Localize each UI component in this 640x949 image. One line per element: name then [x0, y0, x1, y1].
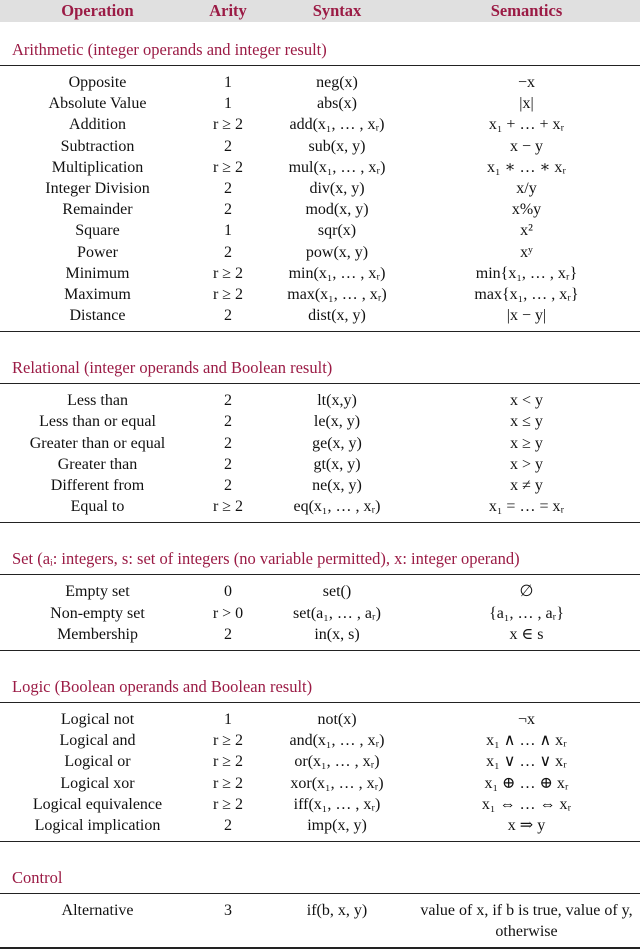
table-row — [0, 284, 640, 305]
table-header — [0, 0, 640, 22]
cell-arity: 2 — [224, 413, 232, 431]
section-rows — [0, 575, 640, 651]
cell-syntax: in(x, s) — [314, 625, 360, 643]
cell-arity: r ≥ 2 — [212, 285, 244, 303]
cell-operation: Subtraction — [60, 137, 135, 155]
cell-syntax: or(x₁, … , xᵣ) — [294, 753, 380, 771]
cell-syntax: dist(x, y) — [308, 307, 366, 325]
cell-arity: 2 — [224, 179, 232, 197]
cell-semantics: ¬x — [517, 710, 536, 728]
cell-arity: 2 — [224, 137, 232, 155]
cell-syntax: and(x₁, … , xᵣ) — [289, 732, 385, 750]
table-row — [0, 751, 640, 772]
header-syntax: Syntax — [312, 1, 362, 20]
cell-semantics: value of x, if b is true, value of y, otherwise — [420, 902, 633, 941]
header-operation: Operation — [61, 1, 134, 20]
table-row — [0, 411, 640, 432]
cell-semantics: max{x₁, … , xᵣ} — [474, 285, 579, 303]
section-title: Relational (integer operands and Boolean result) — [0, 332, 640, 384]
cell-semantics: x₁ = … = xᵣ — [488, 498, 565, 516]
cell-syntax: mod(x, y) — [305, 201, 369, 219]
table-row — [0, 93, 640, 114]
section-rows — [0, 384, 640, 523]
cell-semantics: x%y — [511, 201, 542, 219]
table-row — [0, 178, 640, 199]
cell-syntax: lt(x,y) — [317, 392, 357, 410]
cell-operation: Power — [77, 243, 118, 261]
cell-operation: Absolute Value — [48, 95, 147, 113]
section-rows — [0, 894, 640, 949]
cell-arity: 2 — [224, 307, 232, 325]
cell-arity: 2 — [224, 816, 232, 834]
header-arity: Arity — [209, 1, 247, 20]
table-row — [0, 773, 640, 794]
cell-arity: r ≥ 2 — [212, 753, 244, 771]
cell-syntax: xor(x₁, … , xᵣ) — [290, 774, 384, 792]
cell-syntax: eq(x₁, … , xᵣ) — [293, 498, 381, 516]
cell-arity: r ≥ 2 — [212, 158, 244, 176]
section-title: Set (aᵢ: integers, s: set of integers (no variable permitted), x: integer operand) — [0, 523, 640, 575]
cell-syntax: mul(x₁, … , xᵣ) — [288, 158, 386, 176]
table-row — [0, 72, 640, 93]
cell-syntax: abs(x) — [317, 95, 357, 113]
cell-syntax: pow(x, y) — [305, 243, 369, 261]
cell-arity: 1 — [224, 222, 232, 240]
cell-semantics: x₁ ∗ … ∗ xᵣ — [487, 158, 566, 176]
cell-semantics: x ≠ y — [510, 477, 543, 494]
table-row — [0, 390, 640, 411]
header-semantics: Semantics — [490, 1, 563, 20]
cell-syntax: ne(x, y) — [312, 477, 362, 494]
cell-syntax: div(x, y) — [309, 179, 365, 197]
table-row — [0, 157, 640, 178]
cell-operation: Logical not — [60, 710, 135, 728]
table-row — [0, 624, 640, 645]
cell-operation: Multiplication — [51, 158, 144, 176]
cell-syntax: gt(x, y) — [313, 455, 361, 473]
cell-semantics: x₁ ⇔ … ⇔ xᵣ — [481, 795, 572, 813]
cell-operation: Different from — [50, 477, 145, 494]
table-row — [0, 815, 640, 836]
cell-operation: Non-empty set — [50, 604, 145, 622]
cell-semantics: ∅ — [519, 583, 534, 601]
cell-semantics: x₁ ∨ … ∨ xᵣ — [486, 753, 567, 771]
table-row — [0, 709, 640, 730]
table-row — [0, 199, 640, 220]
table-row — [0, 603, 640, 624]
cell-semantics: x ∈ s — [509, 625, 544, 643]
cell-semantics: −x — [517, 74, 536, 91]
cell-syntax: sqr(x) — [317, 222, 357, 240]
cell-operation: Logical equivalence — [32, 795, 163, 813]
cell-operation: Less than — [67, 392, 128, 410]
cell-operation: Empty set — [65, 583, 130, 601]
cell-semantics: x₁ ⊕ … ⊕ xᵣ — [484, 774, 569, 792]
cell-operation: Less than or equal — [39, 413, 156, 431]
table-row — [0, 305, 640, 326]
cell-syntax: neg(x) — [316, 74, 358, 91]
table-row — [0, 475, 640, 496]
cell-operation: Logical xor — [60, 774, 135, 792]
table-row — [0, 136, 640, 157]
cell-operation: Greater than — [57, 455, 138, 473]
section-rows — [0, 703, 640, 842]
cell-semantics: x₁ + … + xᵣ — [488, 116, 565, 134]
cell-arity: r ≥ 2 — [212, 774, 244, 792]
cell-semantics: x < y — [509, 392, 544, 410]
table-row — [0, 220, 640, 241]
cell-arity: r > 0 — [212, 604, 244, 622]
section-title: Control — [0, 842, 640, 894]
table-row — [0, 454, 640, 475]
cell-semantics: x ≤ y — [510, 413, 543, 431]
cell-operation: Logical implication — [34, 816, 161, 834]
cell-syntax: add(x₁, … , xᵣ) — [289, 116, 385, 134]
cell-syntax: sub(x, y) — [308, 137, 366, 155]
cell-operation: Minimum — [65, 264, 130, 282]
cell-operation: Maximum — [64, 285, 131, 303]
cell-operation: Square — [75, 222, 120, 240]
cell-operation: Membership — [57, 625, 138, 643]
cell-arity: 2 — [224, 455, 232, 473]
cell-arity: r ≥ 2 — [212, 795, 244, 813]
cell-arity: r ≥ 2 — [212, 264, 244, 282]
cell-semantics: {a₁, … , aᵣ} — [489, 604, 564, 622]
section-title: Arithmetic (integer operands and integer result) — [0, 22, 640, 66]
cell-arity: 2 — [224, 392, 232, 410]
table-row — [0, 114, 640, 135]
cell-semantics: x² — [520, 222, 533, 240]
cell-syntax: set() — [322, 583, 352, 601]
cell-syntax: iff(x₁, … , xᵣ) — [293, 795, 381, 813]
cell-arity: r ≥ 2 — [212, 116, 244, 134]
cell-semantics: x ≥ y — [510, 434, 543, 452]
cell-semantics: min{x₁, … , xᵣ} — [475, 264, 578, 282]
cell-syntax: imp(x, y) — [307, 816, 367, 834]
section-title: Logic (Boolean operands and Boolean result) — [0, 651, 640, 703]
table-row — [0, 263, 640, 284]
cell-operation: Integer Division — [45, 179, 150, 197]
sections — [0, 22, 640, 949]
section-rows — [0, 66, 640, 332]
cell-arity: 1 — [224, 95, 232, 113]
cell-syntax: set(a₁, … , aᵣ) — [293, 604, 381, 622]
cell-arity: 2 — [224, 477, 232, 494]
cell-arity: r ≥ 2 — [212, 732, 244, 750]
cell-arity: 2 — [224, 625, 232, 643]
cell-semantics: x − y — [509, 137, 544, 155]
cell-semantics: x ⇒ y — [507, 816, 546, 834]
cell-arity: 1 — [224, 710, 232, 728]
cell-syntax: not(x) — [317, 710, 357, 728]
cell-arity: 1 — [224, 74, 232, 91]
table-row — [0, 581, 640, 602]
cell-operation: Opposite — [68, 74, 127, 91]
table-row — [0, 900, 640, 942]
cell-syntax: max(x₁, … , xᵣ) — [287, 285, 387, 303]
cell-semantics: |x − y| — [506, 307, 547, 325]
cell-operation: Greater than or equal — [29, 434, 166, 452]
cell-semantics: x/y — [516, 179, 537, 197]
cell-arity: 2 — [224, 243, 232, 261]
cell-semantics: xʸ — [520, 243, 533, 261]
cell-operation: Logical or — [64, 753, 131, 771]
cell-operation: Remainder — [62, 201, 133, 219]
table-row — [0, 496, 640, 517]
table-row — [0, 794, 640, 815]
cell-syntax: ge(x, y) — [312, 434, 362, 452]
cell-syntax: le(x, y) — [313, 413, 361, 431]
cell-operation: Distance — [69, 307, 126, 325]
cell-arity: 0 — [224, 583, 232, 601]
cell-operation: Alternative — [61, 902, 134, 920]
cell-syntax: min(x₁, … , xᵣ) — [288, 264, 386, 282]
cell-operation: Equal to — [70, 498, 125, 516]
table-row — [0, 433, 640, 454]
cell-arity: 2 — [224, 201, 232, 219]
cell-semantics: x > y — [509, 455, 544, 473]
cell-semantics: |x| — [519, 95, 534, 113]
table-row — [0, 730, 640, 751]
cell-arity: r ≥ 2 — [212, 498, 244, 516]
cell-operation: Addition — [69, 116, 126, 134]
cell-operation: Logical and — [59, 732, 136, 750]
table-row — [0, 242, 640, 263]
cell-semantics: x₁ ∧ … ∧ xᵣ — [486, 732, 567, 750]
cell-arity: 2 — [224, 434, 232, 452]
cell-syntax: if(b, x, y) — [306, 902, 368, 920]
cell-arity: 3 — [224, 902, 232, 920]
